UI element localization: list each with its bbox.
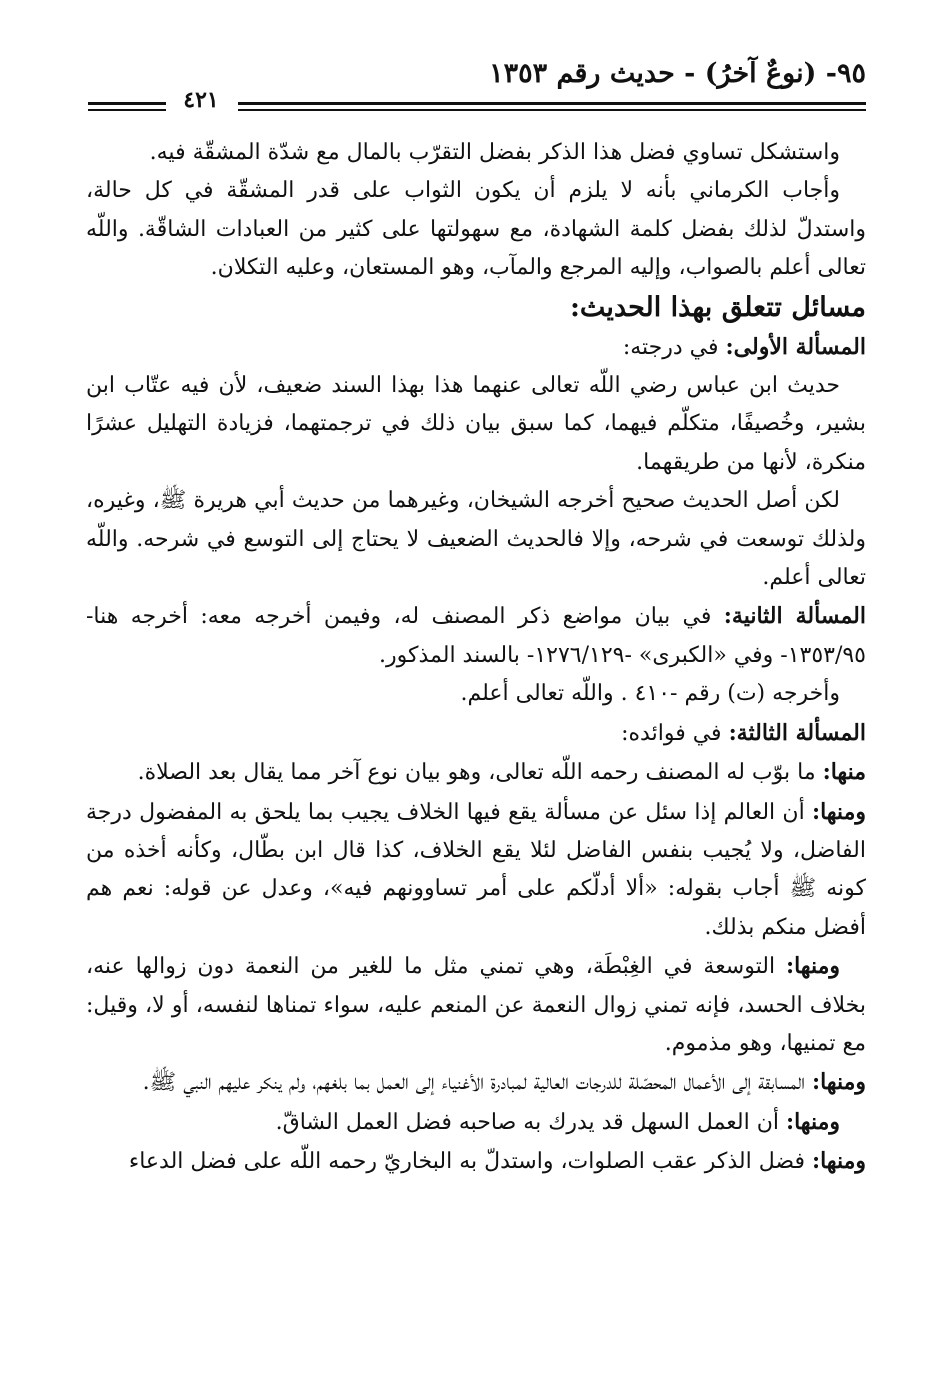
paragraph: لكن أصل الحديث صحيح أخرجه الشيخان، وغيرهما من حديث أبي هريرة ﷺ، وغيره، ولذلك توسعت في شرحه، وإلا فالحديث الضعيف لا يحتاج إلى التوسع في شرحه. واللّه تعالى أعلم. [86, 488, 866, 591]
header-rule [238, 102, 866, 105]
benefit-paragraph [86, 753, 866, 792]
issue-paragraph [86, 597, 866, 675]
header-rule [88, 109, 166, 111]
header-rule [88, 102, 166, 105]
page-number: ٤٢١ [183, 87, 219, 113]
paragraph: وأجاب الكرماني بأنه لا يلزم أن يكون الثواب على قدر المشقّة في كل حالة، واستدلّ لذلك بفضل كلمة الشهادة، مع سهولتها على كثير من العبادات الشاقّة. واللّه تعالى أعلم بالصواب، وإليه المرجع والمآب، وهو المستعان، وعليه التكلان. [86, 178, 866, 281]
benefit-label: ومنها: [785, 953, 840, 980]
paragraph: واستشكل تساوي فضل هذا الذكر بفضل التقرّب بالمال مع شدّة المشقّة فيه. [149, 140, 840, 165]
header-rule [238, 109, 866, 111]
benefit-text: ما بوّب له المصنف رحمه اللّه تعالى، وهو بيان نوع آخر مما يقال بعد الصلاة. [137, 760, 816, 786]
benefit-text: أن العمل السهل قد يدرك به صاحبه فضل العمل الشاقّ. [275, 1109, 779, 1135]
benefit-label: ومنها: [811, 1069, 866, 1096]
issue-label: المسألة الثانية: [723, 603, 866, 630]
issue-label: المسألة الثالثة: [728, 719, 866, 746]
benefit-paragraph [86, 947, 866, 1063]
benefit-paragraph [86, 1103, 866, 1142]
benefit-paragraph [86, 1142, 866, 1181]
benefit-text: فضل الذكر عقب الصلوات، واستدلّ به البخاريّ رحمه اللّه على فضل الدعاء [128, 1149, 805, 1175]
paragraph: حديث ابن عباس رضي اللّه تعالى عنهما هذا بهذا السند ضعيف، لأن فيه عتّاب ابن بشير، وخُصيفًا، متكلّم فيهما، كما سبق بيان ذلك في ترجمتهما، فزيادة التهليل عشرًا منكرة، لأنها من طريقهما. [86, 373, 866, 475]
page-body [86, 134, 866, 1182]
issue-text: في فوائده: [621, 720, 722, 746]
section-heading: مسائل تتعلق بهذا الحديث: [569, 291, 866, 323]
paragraph: وأخرجه (ت) رقم -٤١٠ . واللّه تعالى أعلم. [460, 681, 840, 707]
issue-text: في درجته: [622, 334, 719, 360]
issue-paragraph [86, 714, 866, 753]
issue-paragraph [86, 328, 866, 367]
running-title: ٩٥- (نوعٌ آخرُ) - حديث رقم ١٣٥٣ [489, 58, 866, 89]
benefit-label: ومنها: [785, 1108, 840, 1135]
benefit-label: منها: [822, 759, 866, 786]
benefit-paragraph [86, 1063, 866, 1102]
benefit-text: أن العالم إذا سئل عن مسألة يقع فيها الخلاف يجيب بما يلحق به المفضول درجة الفاضل، ولا يُجيب بنفس الفاضل لئلا يقع الخلاف، كذا قال ابن بطّال، وكأنه أخذه من كونه ﷺ أجاب بقوله: «ألا أدلّكم على أمر تساوونهم فيه»، وعدل عن قوله: نعم هم أفضل منكم بذلك. [86, 799, 866, 940]
issue-text: في بيان مواضع ذكر المصنف له، وفيمن أخرجه معه: أخرجه هنا- ١٣٥٣/٩٥- وفي «الكبرى» -١٢٧٦/١٢٩- بالسند المذكور. [86, 604, 866, 668]
benefit-text: التوسعة في الغِبْطَة، وهي تمني مثل ما للغير من النعمة دون زوالها عنه، بخلاف الحسد، فإنه تمني زوال النعمة عن المنعم عليه، سواء تمناها لنفسه، أو لا، وقيل: مع تمنيها، وهو مذموم. [86, 954, 866, 1056]
benefit-text: المسابقة إلى الأعمال المحصّلة للدرجات العالية لمبادرة الأغنياء إلى العمل بما بلغهم، ولم ينكر عليهم النبي ﷺ. [142, 1070, 805, 1096]
page-header [88, 56, 866, 120]
benefit-label: ومنها: [811, 798, 866, 825]
benefit-label: ومنها: [811, 1148, 866, 1175]
benefit-paragraph [86, 793, 866, 948]
issue-label: المسألة الأولى: [725, 333, 866, 360]
